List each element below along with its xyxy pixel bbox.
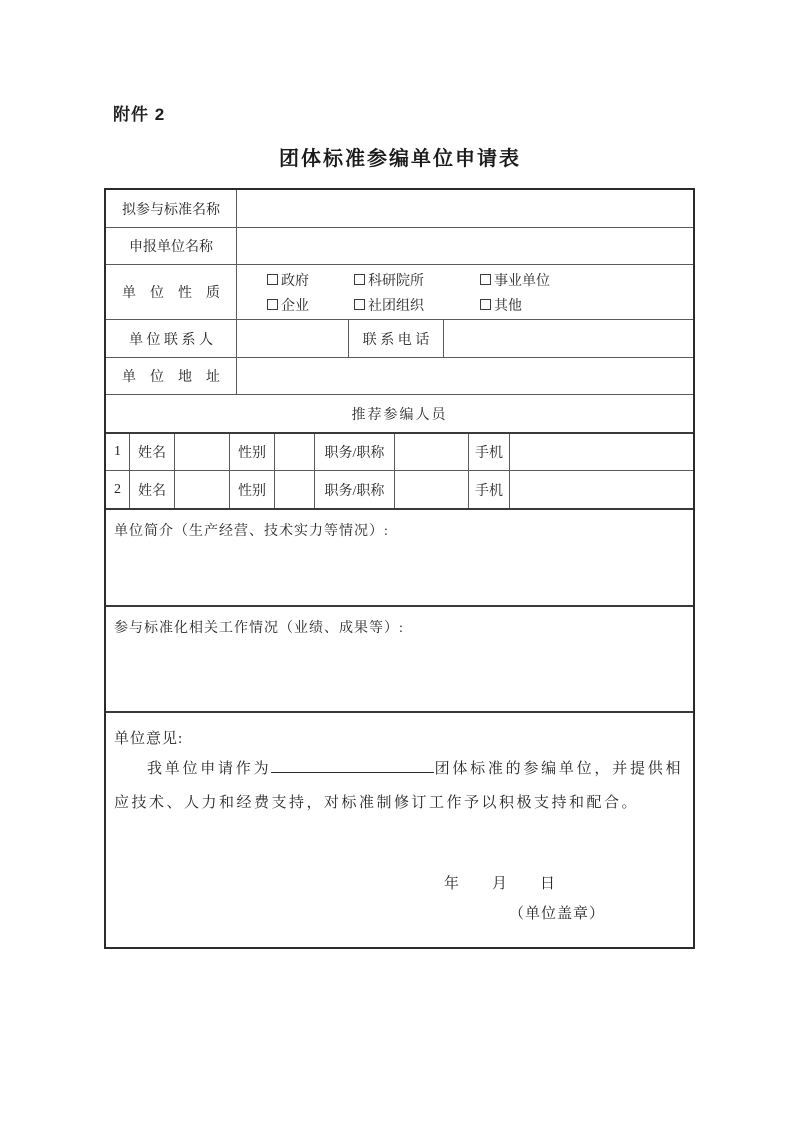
standard-name-value-cell[interactable]	[237, 190, 693, 227]
option-enterprise[interactable]	[267, 295, 354, 315]
member-2-title-label: 职务/职称	[315, 471, 395, 508]
row-standard-name	[106, 190, 693, 227]
member-1-gender-value-cell[interactable]	[275, 434, 315, 470]
row-contact	[106, 319, 693, 357]
option-other[interactable]	[480, 295, 693, 315]
unit-address-value-cell[interactable]	[237, 358, 693, 394]
seal-line: （单位盖章）	[509, 906, 606, 922]
row-applicant-unit	[106, 227, 693, 264]
checkbox-research-institute-icon[interactable]	[354, 274, 365, 285]
unit-intro-label: 单位简介（生产经营、技术实力等情况）:	[114, 524, 389, 539]
option-research-institute-label: 科研院所	[368, 273, 424, 289]
page-title: 团体标准参编单位申请表	[279, 148, 521, 170]
member-1-name-value-cell[interactable]	[175, 434, 230, 470]
row-unit-intro[interactable]	[106, 508, 693, 605]
row-address	[106, 357, 693, 394]
row-members-header	[106, 394, 693, 432]
standardization-work-label: 参与标准化相关工作情况（业绩、成果等）:	[114, 621, 404, 636]
member-2-gender-label: 性别	[230, 471, 275, 508]
row-unit-opinion	[106, 711, 693, 947]
opinion-sentence-prefix: 我单位申请作为	[147, 761, 272, 777]
unit-nature-label: 单 位 性 质	[106, 265, 237, 319]
date-line: 年 月 日	[444, 876, 557, 892]
member-1-gender-label: 性别	[230, 434, 275, 470]
member-2-name-value-cell[interactable]	[175, 471, 230, 508]
member-row-1	[106, 432, 693, 470]
unit-nature-options-cell	[237, 265, 693, 319]
opinion-blank-underline[interactable]	[271, 757, 434, 773]
member-2-number: 2	[106, 471, 130, 508]
row-standardization-work[interactable]	[106, 605, 693, 711]
checkbox-other-icon[interactable]	[480, 299, 491, 310]
option-government[interactable]	[267, 270, 354, 290]
member-2-mobile-label: 手机	[469, 471, 510, 508]
contact-phone-value-cell[interactable]	[444, 320, 693, 357]
member-1-mobile-value-cell[interactable]	[510, 434, 693, 470]
attachment-label: 附件 2	[113, 105, 166, 124]
unit-opinion-paragraph	[114, 752, 683, 820]
member-1-title-value-cell[interactable]	[395, 434, 469, 470]
option-enterprise-label: 企业	[281, 298, 309, 314]
option-social-organization[interactable]	[354, 295, 480, 315]
opinion-spacer	[114, 820, 683, 872]
member-2-gender-value-cell[interactable]	[275, 471, 315, 508]
member-1-mobile-label: 手机	[469, 434, 510, 470]
option-public-institution-label: 事业单位	[494, 273, 550, 289]
unit-opinion-label: 单位意见:	[114, 731, 184, 747]
unit-opinion-cell	[106, 713, 693, 947]
applicant-unit-value-cell[interactable]	[237, 228, 693, 264]
applicant-unit-label: 申报单位名称	[106, 228, 237, 264]
checkbox-public-institution-icon[interactable]	[480, 274, 491, 285]
members-header: 推荐参编人员	[351, 407, 448, 423]
nature-options-line-1	[267, 270, 693, 290]
contact-phone-label: 联 系 电 话	[349, 320, 444, 357]
option-social-organization-label: 社团组织	[368, 298, 424, 314]
checkbox-social-organization-icon[interactable]	[354, 299, 365, 310]
application-form-table	[104, 188, 695, 949]
contact-person-label: 单 位 联 系 人	[106, 320, 237, 357]
member-2-name-label: 姓名	[130, 471, 175, 508]
contact-person-value-cell[interactable]	[237, 320, 349, 357]
member-2-title-value-cell[interactable]	[395, 471, 469, 508]
member-1-name-label: 姓名	[130, 434, 175, 470]
nature-options-line-2	[267, 295, 693, 315]
opinion-sentence-suffix: 团体标准的参编单位，并提供相应技术、人力和经费支持，对标准制修订工作予以积极支持和配合。	[114, 761, 683, 811]
option-other-label: 其他	[494, 298, 522, 314]
checkbox-government-icon[interactable]	[267, 274, 278, 285]
option-government-label: 政府	[281, 273, 309, 289]
member-1-number: 1	[106, 434, 130, 470]
member-1-title-label: 职务/职称	[315, 434, 395, 470]
member-row-2	[106, 470, 693, 508]
checkbox-enterprise-icon[interactable]	[267, 299, 278, 310]
row-unit-nature	[106, 264, 693, 319]
standard-name-label: 拟参与标准名称	[106, 190, 237, 227]
option-public-institution[interactable]	[480, 270, 693, 290]
option-research-institute[interactable]	[354, 270, 480, 290]
member-2-mobile-value-cell[interactable]	[510, 471, 693, 508]
unit-address-label: 单 位 地 址	[106, 358, 237, 394]
